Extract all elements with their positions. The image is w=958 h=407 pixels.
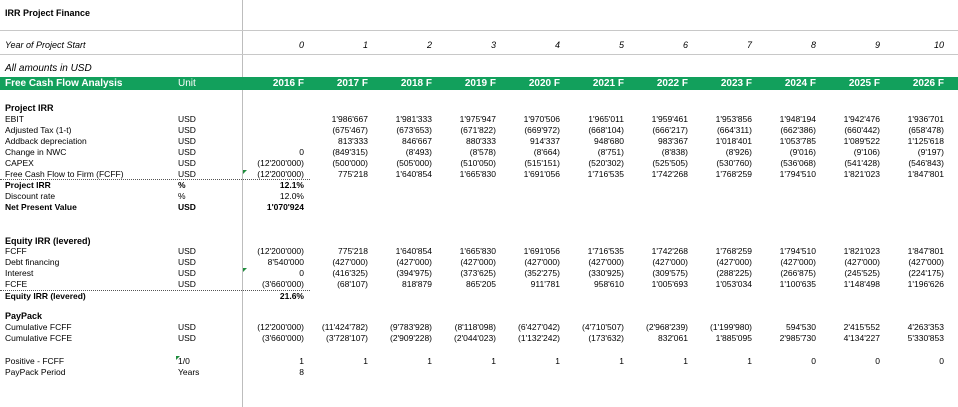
cell-col-3[interactable]: (2'044'023) (454, 333, 496, 343)
cell-col-10[interactable]: 1'847'801 (907, 246, 944, 256)
cell-col-4[interactable]: (352'275) (524, 268, 560, 278)
cell-col-4[interactable]: 1'691'056 (523, 246, 560, 256)
cell-col-6[interactable]: 1'005'693 (651, 279, 688, 289)
cell-col-2[interactable]: 818'879 (402, 279, 432, 289)
row-cells (0, 246, 958, 257)
year-cells (0, 40, 958, 51)
cell-col-6[interactable]: (309'575) (652, 268, 688, 278)
cell-col-8[interactable]: 1'053'785 (779, 136, 816, 146)
cell-col-2[interactable]: (8'493) (405, 147, 432, 157)
cell-col-8[interactable]: 8 (810, 40, 816, 50)
section-equity-irr: Equity IRR (levered) (5, 236, 91, 246)
cell-col-2[interactable]: (505'000) (396, 158, 432, 168)
sheet-title: IRR Project Finance (5, 8, 91, 18)
cell-col-5[interactable]: 948'680 (594, 136, 624, 146)
cell-col-7[interactable]: 1'885'095 (715, 333, 752, 343)
cell-col-5[interactable]: (427'000) (588, 257, 624, 267)
table-row (0, 356, 958, 367)
cell-col-2[interactable]: 846'667 (402, 136, 432, 146)
cell-col-7[interactable]: 1'053'034 (715, 279, 752, 289)
cell-col-3[interactable]: (373'625) (460, 268, 496, 278)
cell-col-0[interactable]: (12'200'000) (257, 322, 304, 332)
cell-col-1[interactable]: (849'315) (332, 147, 368, 157)
cell-col-3[interactable]: 1'665'830 (459, 246, 496, 256)
cell-col-2[interactable]: 1'640'854 (395, 246, 432, 256)
cell-col-1[interactable]: 775'218 (338, 169, 368, 179)
cell-col-1[interactable]: 1'986'667 (331, 114, 368, 124)
cell-col-10[interactable]: (9'197) (917, 147, 944, 157)
cell-col-7[interactable]: 1'768'259 (715, 169, 752, 179)
cell-col-5[interactable]: 1'716'535 (587, 246, 624, 256)
cell-col-9[interactable]: (541'428) (844, 158, 880, 168)
row-divider (0, 54, 958, 55)
cell-col-4[interactable]: 2020 F (528, 78, 560, 89)
summary-unit: USD (178, 202, 196, 212)
cell-col-5[interactable]: (4'710'507) (582, 322, 624, 332)
cell-col-7[interactable]: 1'768'259 (715, 246, 752, 256)
cell-col-5[interactable]: (330'925) (588, 268, 624, 278)
cell-col-0[interactable]: (12'200'000) (257, 169, 304, 179)
cell-col-10[interactable]: 5'330'853 (907, 333, 944, 343)
cell-col-10[interactable]: (546'843) (908, 158, 944, 168)
cell-col-8[interactable]: (427'000) (780, 257, 816, 267)
cell-col-0[interactable]: (3'660'000) (262, 333, 304, 343)
cell-col-5[interactable]: (520'302) (588, 158, 624, 168)
table-row (0, 268, 958, 279)
row-unit: USD (178, 158, 196, 168)
table-row (0, 147, 958, 158)
row-label: Addback depreciation (5, 136, 87, 146)
year-label: Year of Project Start (5, 40, 86, 50)
row-label: CAPEX (5, 158, 34, 168)
cell-col-0[interactable]: 0 (299, 268, 304, 278)
table-row (0, 246, 958, 257)
cell-col-7[interactable]: (8'926) (725, 147, 752, 157)
summary-row (0, 180, 958, 191)
summary-unit: % (178, 180, 186, 190)
row-label: Cumulative FCFF (5, 322, 72, 332)
row-label: EBIT (5, 114, 24, 124)
cell-col-3[interactable]: 1'665'830 (459, 169, 496, 179)
cell-col-6[interactable]: 1 (683, 356, 688, 366)
cell-col-6[interactable]: (8'838) (661, 147, 688, 157)
table-row (0, 125, 958, 136)
cell-col-1[interactable]: 1 (363, 356, 368, 366)
cell-col-9[interactable]: (660'442) (844, 125, 880, 135)
cell-col-0[interactable]: 1 (299, 356, 304, 366)
row-cells (0, 279, 958, 290)
cell-col-8[interactable]: 1'100'635 (779, 279, 816, 289)
cell-col-7[interactable]: 7 (746, 40, 752, 50)
header-bar (0, 77, 958, 90)
table-row (0, 136, 958, 147)
table-row (0, 367, 958, 378)
row-unit: Years (178, 367, 200, 377)
row-label: Change in NWC (5, 147, 67, 157)
equity-irr-summary-row (0, 291, 958, 302)
row-divider (0, 30, 958, 31)
table-row (0, 114, 958, 125)
cell-col-8[interactable]: 594'530 (786, 322, 816, 332)
year-row (0, 40, 958, 51)
row-unit: USD (178, 147, 196, 157)
cell-col-1[interactable]: (675'467) (332, 125, 368, 135)
row-label: Interest (5, 268, 34, 278)
cell-col-4[interactable]: 911'781 (530, 279, 560, 289)
amounts-note: All amounts in USD (5, 63, 92, 74)
cell-col-2[interactable]: 1'640'854 (395, 169, 432, 179)
row-label: Free Cash Flow to Firm (FCFF) (5, 169, 124, 179)
cell-col-10[interactable]: 1'196'626 (907, 279, 944, 289)
cell-col-3[interactable]: (671'822) (460, 125, 496, 135)
cell-col-5[interactable]: 1'716'535 (587, 169, 624, 179)
cell-col-10[interactable]: 10 (933, 40, 944, 50)
cell-col-5[interactable]: 1 (619, 356, 624, 366)
row-label: Positive - FCFF (5, 356, 65, 366)
cell-col-9[interactable]: (9'106) (853, 147, 880, 157)
cell-col-0[interactable]: 8 (299, 367, 304, 377)
cell-col-10[interactable]: 1'936'701 (907, 114, 944, 124)
row-cells (0, 356, 958, 367)
cell-col-4[interactable]: 4 (554, 40, 560, 50)
cell-col-6[interactable]: (427'000) (652, 257, 688, 267)
row-cells (0, 333, 958, 344)
cell-col-0[interactable]: 8'540'000 (267, 257, 304, 267)
cell-col-5[interactable]: 1'965'011 (588, 114, 624, 124)
cell-col-5[interactable]: 2021 F (592, 78, 624, 89)
row-cells (0, 268, 958, 279)
cell-col-4[interactable]: (1'132'242) (518, 333, 560, 343)
cell-col-3[interactable]: (510'050) (460, 158, 496, 168)
row-unit: USD (178, 279, 196, 289)
row-unit: USD (178, 114, 196, 124)
cell-col-0[interactable]: (3'660'000) (262, 279, 304, 289)
cell-col-4[interactable]: 1'691'056 (523, 169, 560, 179)
cell-col-0[interactable]: 2016 F (272, 78, 304, 89)
summary-label: Project IRR (5, 180, 51, 190)
cell-col-3[interactable]: (8'118'098) (454, 322, 496, 332)
cell-col-0[interactable]: (12'200'000) (257, 246, 304, 256)
cell-col-8[interactable]: 2'985'730 (779, 333, 816, 343)
cell-col-9[interactable]: 1'821'023 (843, 246, 880, 256)
cell-col-2[interactable]: 1 (427, 356, 432, 366)
row-unit: USD (178, 257, 196, 267)
cell-col-8[interactable]: 2024 F (784, 78, 816, 89)
cell-col-4[interactable]: 1 (555, 356, 560, 366)
cell-col-7[interactable]: 1'953'856 (715, 114, 752, 124)
row-cells (0, 125, 958, 136)
cell-col-8[interactable]: 1'948'194 (779, 114, 816, 124)
cell-col-8[interactable]: (266'875) (780, 268, 816, 278)
row-unit: USD (178, 246, 196, 256)
cell-col-9[interactable]: 1'148'498 (843, 279, 880, 289)
cell-col-7[interactable]: (288'225) (716, 268, 752, 278)
cell-col-1[interactable]: 813'333 (338, 136, 368, 146)
cell-col-7[interactable]: 1'018'401 (715, 136, 752, 146)
cell-col-4[interactable]: (669'972) (524, 125, 560, 135)
cell-col-3[interactable]: (427'000) (460, 257, 496, 267)
cell-col-7[interactable]: (664'311) (716, 125, 752, 135)
row-unit: USD (178, 169, 196, 179)
cell-col-8[interactable]: 1'794'510 (779, 169, 816, 179)
cell-col-2[interactable]: (427'000) (396, 257, 432, 267)
cell-col-10[interactable]: (224'175) (908, 268, 944, 278)
cell-col-7[interactable]: (530'760) (716, 158, 752, 168)
cell-col-9[interactable]: 1'942'476 (843, 114, 880, 124)
cell-col-4[interactable]: (8'664) (533, 147, 560, 157)
cell-col-9[interactable]: 4'134'227 (843, 333, 880, 343)
cell-col-5[interactable]: (668'104) (588, 125, 624, 135)
cell-col-0[interactable]: 0 (299, 147, 304, 157)
cell-col-4[interactable]: (515'151) (524, 158, 560, 168)
cell-col-9[interactable]: 1'089'522 (843, 136, 880, 146)
header-unit: Unit (178, 78, 196, 89)
cell-col-10[interactable]: 2026 F (912, 78, 944, 89)
cell-col-1[interactable]: (427'000) (332, 257, 368, 267)
row-cells (0, 136, 958, 147)
cell-col-1[interactable]: (500'000) (332, 158, 368, 168)
summary-unit: % (178, 191, 186, 201)
cell-col-3[interactable]: 865'205 (466, 279, 496, 289)
row-cells (0, 367, 958, 378)
cell-col-7[interactable]: 1 (747, 356, 752, 366)
equity-irr-summary-label: Equity IRR (levered) (5, 291, 86, 301)
cell-col-9[interactable]: (427'000) (844, 257, 880, 267)
cell-col-8[interactable]: 1'794'510 (779, 246, 816, 256)
summary-value[interactable]: 12.0% (279, 191, 304, 201)
cell-col-7[interactable]: 2023 F (720, 78, 752, 89)
cell-col-2[interactable]: (394'975) (396, 268, 432, 278)
cell-col-2[interactable]: 2018 F (400, 78, 432, 89)
cell-col-2[interactable]: (2'909'228) (390, 333, 432, 343)
cell-col-1[interactable]: (11'424'782) (321, 322, 368, 332)
summary-label: Net Present Value (5, 202, 77, 212)
cell-col-3[interactable]: (8'578) (469, 147, 496, 157)
cell-col-2[interactable]: 1'981'333 (395, 114, 432, 124)
row-unit: USD (178, 125, 196, 135)
summary-row (0, 191, 958, 202)
cell-col-5[interactable]: (8'751) (597, 147, 624, 157)
cell-note-marker (243, 268, 247, 272)
row-unit: USD (178, 268, 196, 278)
cell-note-marker (176, 356, 180, 360)
cell-col-3[interactable]: 880'333 (466, 136, 496, 146)
cell-col-1[interactable]: (68'107) (337, 279, 368, 289)
cell-col-5[interactable]: (173'632) (588, 333, 624, 343)
row-unit: USD (178, 136, 196, 146)
header-label: Free Cash Flow Analysis (5, 78, 123, 89)
row-label: Adjusted Tax (1-t) (5, 125, 72, 135)
cell-col-1[interactable]: (416'325) (332, 268, 368, 278)
row-cells (0, 257, 958, 268)
table-row (0, 279, 958, 290)
cell-col-2[interactable]: (9'783'928) (390, 322, 432, 332)
row-label: PayPack Period (5, 367, 66, 377)
row-label: Cumulative FCFE (5, 333, 73, 343)
cell-col-10[interactable]: 1'125'618 (907, 136, 944, 146)
cell-col-6[interactable]: (2'968'239) (646, 322, 688, 332)
cell-col-4[interactable]: 914'337 (530, 136, 560, 146)
row-unit: 1/0 (178, 356, 190, 366)
equity-irr-summary-value: 21.6% (279, 291, 304, 301)
row-unit: USD (178, 333, 196, 343)
cell-col-4[interactable]: (427'000) (524, 257, 560, 267)
cell-col-1[interactable]: 775'218 (338, 246, 368, 256)
row-label: FCFE (5, 279, 28, 289)
cell-col-3[interactable]: 3 (490, 40, 496, 50)
section-payback: PayPack (5, 311, 43, 321)
cell-col-2[interactable]: 2 (426, 40, 432, 50)
cell-col-2[interactable]: (673'653) (396, 125, 432, 135)
cell-col-6[interactable]: 6 (682, 40, 688, 50)
cell-col-4[interactable]: (6'427'042) (518, 322, 560, 332)
cell-col-6[interactable]: 1'742'268 (651, 246, 688, 256)
cell-col-7[interactable]: (1'199'980) (710, 322, 752, 332)
cell-col-6[interactable]: 1'959'461 (651, 114, 688, 124)
table-row (0, 257, 958, 268)
row-unit: USD (178, 322, 196, 332)
row-cells (0, 158, 958, 169)
cell-col-10[interactable]: 1'847'801 (907, 169, 944, 179)
cell-col-1[interactable]: 2017 F (336, 78, 368, 89)
cell-col-10[interactable]: (427'000) (908, 257, 944, 267)
table-row (0, 158, 958, 169)
cell-col-6[interactable]: 1'742'268 (651, 169, 688, 179)
row-label: FCFF (5, 246, 27, 256)
cell-col-9[interactable]: 1'821'023 (843, 169, 880, 179)
summary-value[interactable]: 1'070'924 (266, 202, 304, 212)
section-project-irr: Project IRR (5, 103, 54, 113)
cell-col-6[interactable]: 2022 F (656, 78, 688, 89)
row-cells (0, 322, 958, 333)
cell-col-1[interactable]: (3'728'107) (326, 333, 368, 343)
cell-col-9[interactable]: 9 (874, 40, 880, 50)
cell-col-8[interactable]: (9'016) (789, 147, 816, 157)
cell-col-9[interactable]: (245'525) (844, 268, 880, 278)
cell-col-5[interactable]: 5 (618, 40, 624, 50)
summary-label: Discount rate (5, 191, 56, 201)
table-row (0, 333, 958, 344)
row-cells (0, 147, 958, 158)
cell-col-6[interactable]: 983'367 (658, 136, 688, 146)
cell-col-10[interactable]: 0 (939, 356, 944, 366)
cell-col-9[interactable]: 2'415'552 (843, 322, 880, 332)
cell-col-0[interactable]: 0 (298, 40, 304, 50)
cell-col-6[interactable]: (666'217) (652, 125, 688, 135)
row-label: Debt financing (5, 257, 60, 267)
table-row (0, 322, 958, 333)
cell-note-marker (243, 170, 247, 174)
cell-col-1[interactable]: 1 (362, 40, 368, 50)
row-cells (0, 114, 958, 125)
summary-row (0, 202, 958, 213)
cell-col-7[interactable]: (427'000) (716, 257, 752, 267)
cell-col-5[interactable]: 958'610 (594, 279, 624, 289)
cell-col-8[interactable]: (662'386) (780, 125, 816, 135)
cell-col-0[interactable]: (12'200'000) (257, 158, 304, 168)
cell-col-10[interactable]: 4'263'353 (907, 322, 944, 332)
cell-col-4[interactable]: 1'970'506 (523, 114, 560, 124)
cell-col-8[interactable]: 0 (811, 356, 816, 366)
cell-col-3[interactable]: 1'975'947 (459, 114, 496, 124)
cell-col-3[interactable]: 1 (491, 356, 496, 366)
cell-col-6[interactable]: 832'061 (658, 333, 688, 343)
cell-col-6[interactable]: (525'505) (652, 158, 688, 168)
cell-col-8[interactable]: (536'068) (780, 158, 816, 168)
cell-col-9[interactable]: 0 (875, 356, 880, 366)
cell-col-10[interactable]: (658'478) (908, 125, 944, 135)
cell-col-3[interactable]: 2019 F (464, 78, 496, 89)
summary-value[interactable]: 12.1% (279, 180, 304, 190)
cell-col-9[interactable]: 2025 F (848, 78, 880, 89)
